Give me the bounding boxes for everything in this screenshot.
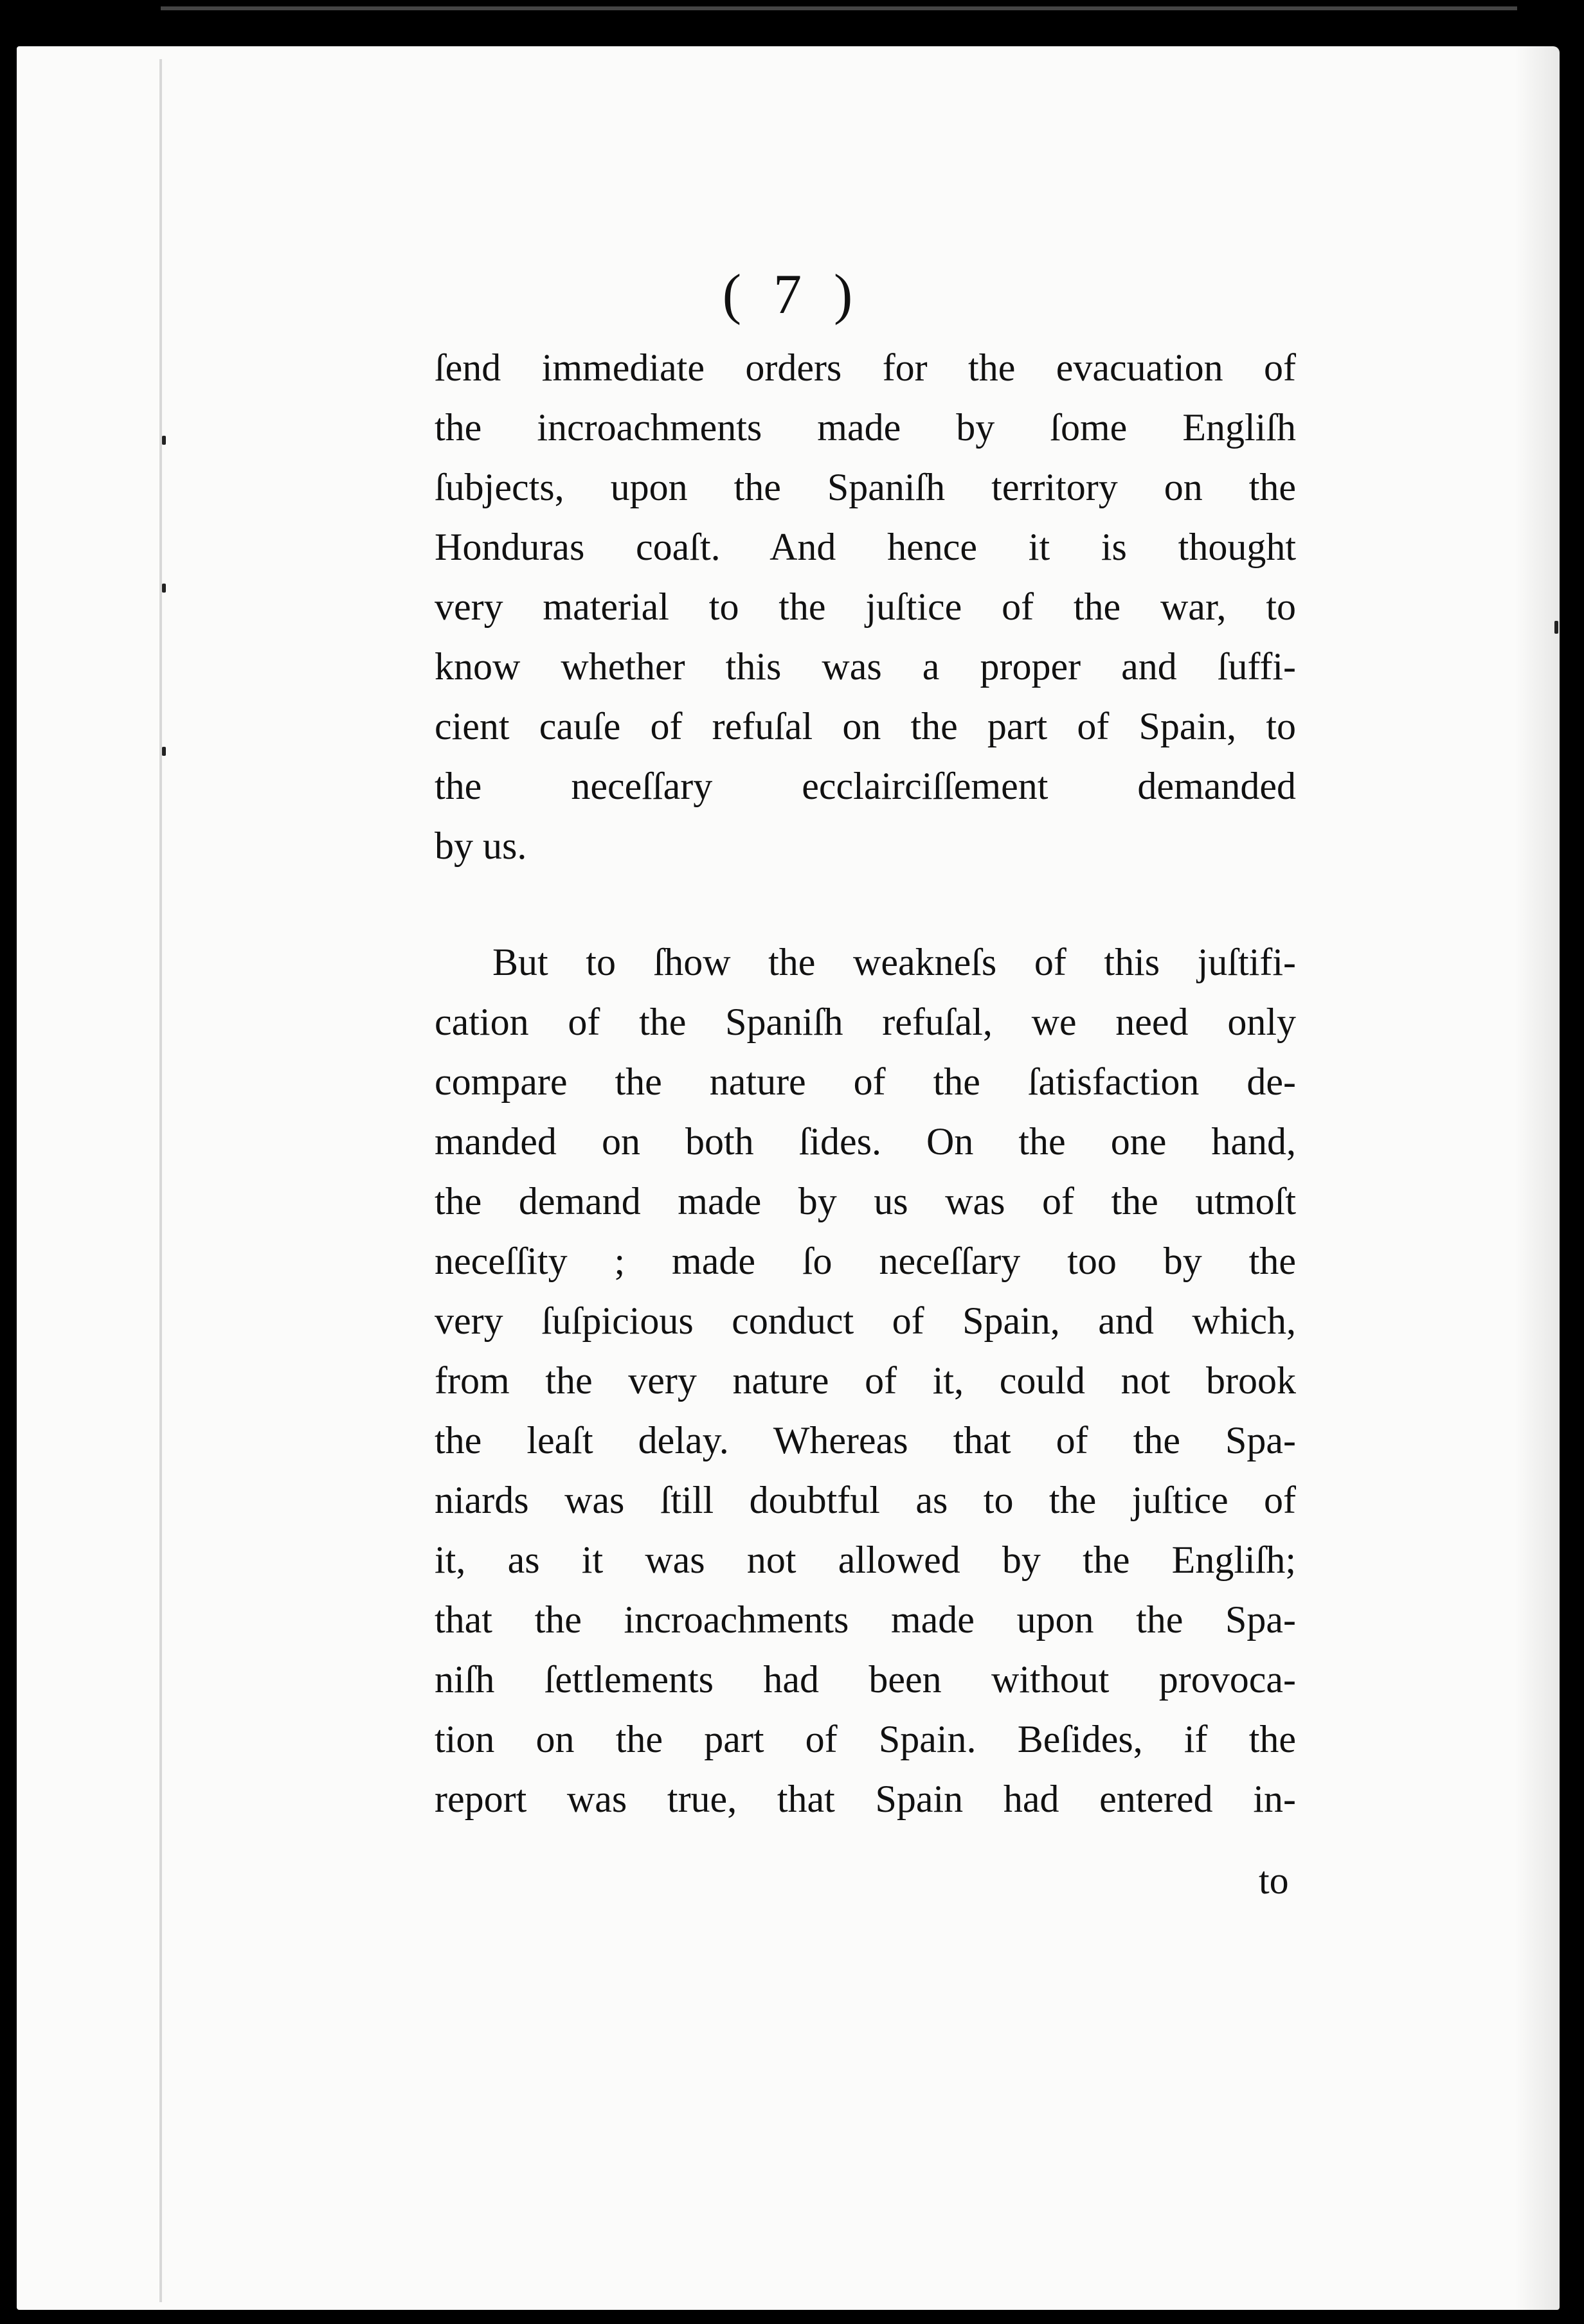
text-line: very ſuſpicious conduct of Spain, and which, [435, 1300, 1296, 1342]
paragraph-2-continued [435, 992, 1296, 1829]
text-line: cient cauſe of refuſal on the part of Spain, to [435, 705, 1296, 747]
text-line: that the incroachments made upon the Spa- [435, 1598, 1296, 1641]
binding-gutter-line [159, 59, 162, 2302]
paragraph-gap [435, 876, 1296, 933]
page-number: ( 7 ) [722, 264, 862, 326]
page-edge-shadow [1515, 46, 1560, 2310]
text-line: tion on the part of Spain. Beſides, if the [435, 1718, 1296, 1760]
text-line: the demand made by us was of the utmoſt [435, 1180, 1296, 1222]
body-text [435, 338, 1296, 1829]
text-line: the incroachments made by ſome Engliſh [435, 406, 1296, 449]
catchword: to [1259, 1859, 1289, 1902]
text-line: neceſſity ; made ſo neceſſary too by the [435, 1240, 1296, 1282]
text-line: Honduras coaſt. And hence it is thought [435, 526, 1296, 568]
margin-speck [1554, 621, 1558, 634]
text-line: cation of the Spaniſh refuſal, we need only [435, 1001, 1296, 1043]
text-line: it, as it was not allowed by the Engliſh; [435, 1539, 1296, 1581]
text-line: niſh ſettlements had been without provoca- [435, 1658, 1296, 1701]
text-line: manded on both ſides. On the one hand, [435, 1120, 1296, 1163]
text-line: ſubjects, upon the Spaniſh territory on the [435, 466, 1296, 508]
text-line: know whether this was a proper and ſuffi- [435, 645, 1296, 688]
text-line: very material to the juſtice of the war, to [435, 585, 1296, 628]
paragraph-1 [435, 338, 1296, 876]
paragraph-2 [435, 933, 1296, 992]
margin-speck [162, 747, 166, 756]
text-line: from the very nature of it, could not brook [435, 1359, 1296, 1402]
text-line: compare the nature of the ſatisfaction de- [435, 1060, 1296, 1103]
margin-speck [162, 436, 166, 445]
text-line: the leaſt delay. Whereas that of the Spa- [435, 1419, 1296, 1461]
text-line: ſend immediate orders for the evacuation of [435, 346, 1296, 389]
text-line: the neceſſary ecclairciſſement demanded [435, 765, 1296, 807]
text-line: by us. [435, 825, 527, 867]
margin-speck [162, 584, 166, 593]
text-line: niards was ſtill doubtful as to the juſtice of [435, 1479, 1296, 1521]
text-line: report was true, that Spain had entered in- [435, 1778, 1296, 1820]
text-line: But to ſhow the weakneſs of this juſtifi- [492, 941, 1296, 983]
top-page-edge [161, 6, 1517, 10]
